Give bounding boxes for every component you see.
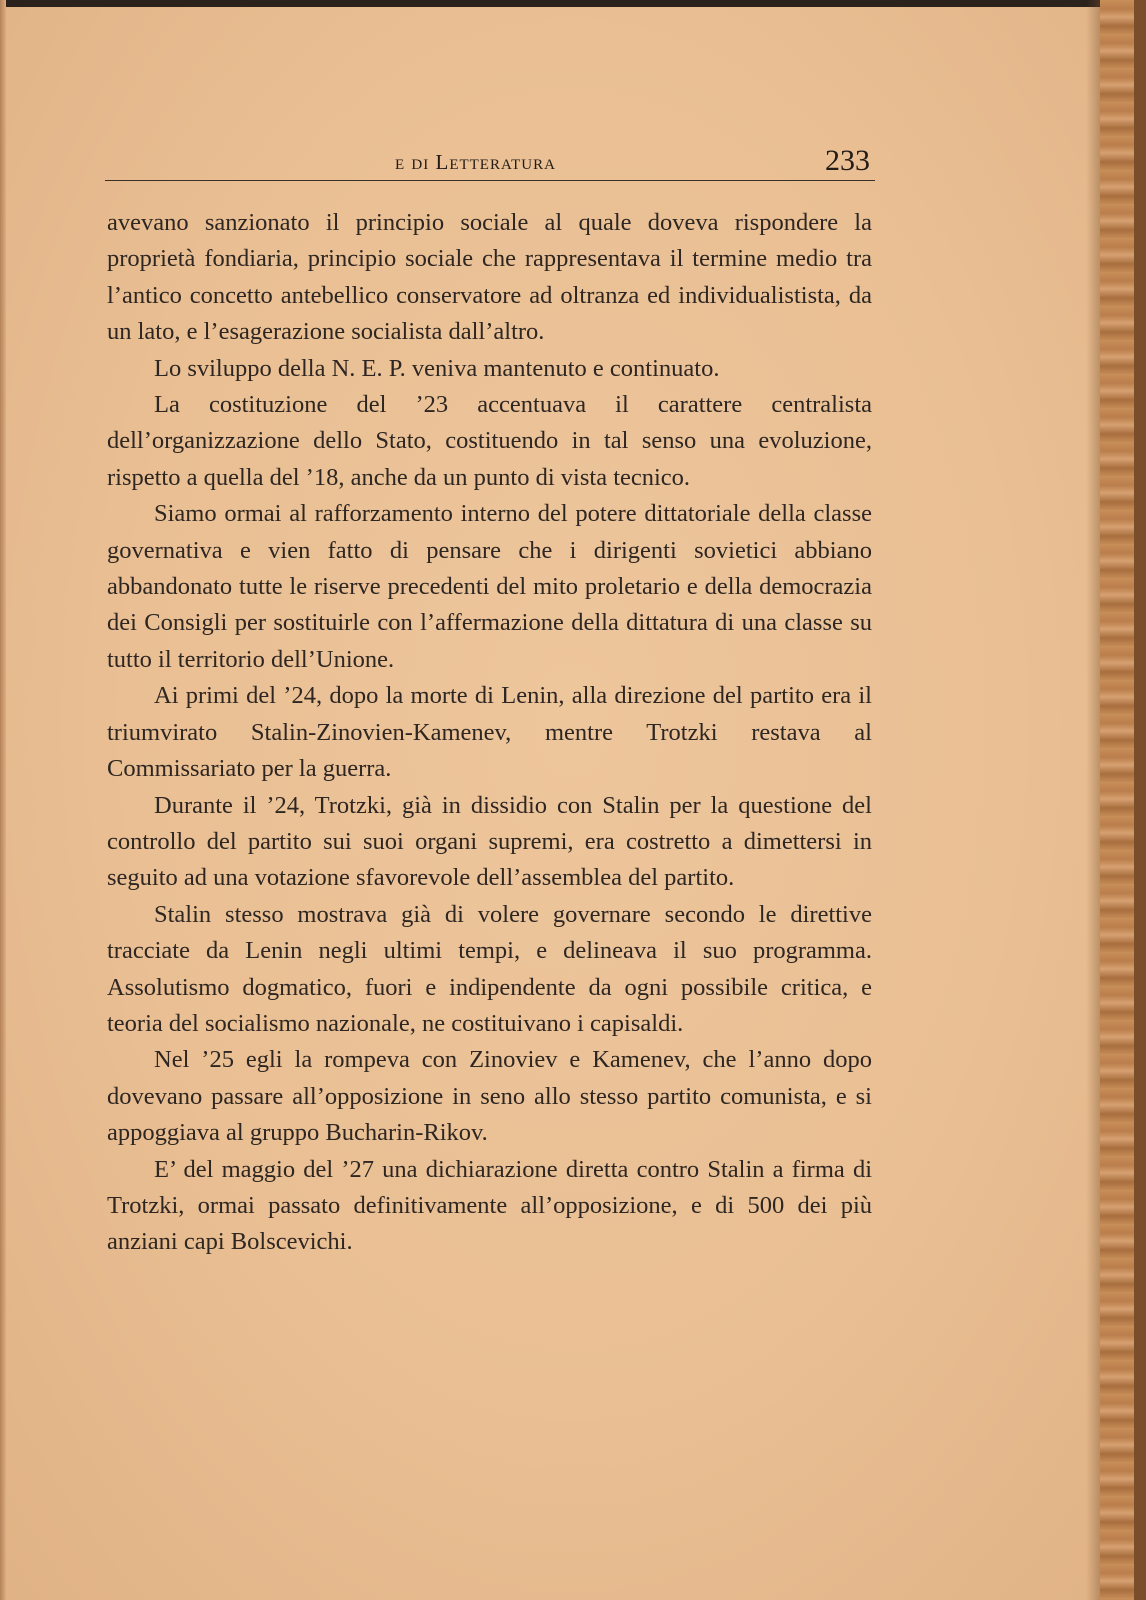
page-number: 233 [825,144,870,177]
header-rule [105,180,875,181]
running-title: e di Letteratura [395,150,556,174]
paragraph: Nel ’25 egli la rompeva con Zinoviev e Kamenev, che l’anno dopo dovevano passare all’opposizione in seno allo stesso partito comunista, e si appoggiava al gruppo Bucharin-Rikov. [107,1046,872,1147]
paragraph-continuation: avevano sanzionato il principio sociale al quale doveva rispondere la proprietà fondiaria, principio sociale che rappresentava il termine medio tra l’antico concetto antebellico conservatore ad oltranza ed individualistista, da un lato, e l’esagerazione socialista dall’altro. [107,209,872,346]
top-page-edge [0,0,1146,7]
paragraph: Durante il ’24, Trotzki, già in dissidio con Stalin per la questione del controllo del partito sui suoi organi supremi, era costretto a dimettersi in seguito ad una votazione sfavorevole dell’assemblea del partito. [107,791,872,892]
body-text [107,205,872,1261]
paragraph: La costituzione del ’23 accentuava il carattere centralista dell’organizzazione dello Stato, costituendo in tal senso una evoluzione, rispetto a quella del ’18, anche da un punto di vista tecnico. [107,391,872,491]
page-header [105,140,875,184]
paragraph: E’ del maggio del ’27 una dichiarazione diretta contro Stalin a firma di Trotzki, ormai passato definitivamente all’opposizione, e di 500 dei più anziani capi Bolscevichi. [107,1155,872,1256]
paragraph: Lo sviluppo della N. E. P. veniva mantenuto e continuato. [154,354,720,382]
left-page-edge [0,0,6,1600]
binding-edge [1134,0,1146,1600]
paragraph: Siamo ormai al rafforzamento interno del potere dittatoriale della classe governativa e vien fatto di pensare che i dirigenti sovietici abbiano abbandonato tutte le riserve precedenti del mito proletario e della democrazia dei Consigli per sostituirle con l’affermazione della dittatura di una classe su tutto il territorio dell’Unione. [107,500,872,673]
paragraph: Ai primi del ’24, dopo la morte di Lenin, alla direzione del partito era il triumvirato Stalin-Zinovien-Kamenev, mentre Trotzki restava al Commissariato per la guerra. [107,682,872,783]
paragraph: Stalin stesso mostrava già di volere governare secondo le direttive tracciate da Lenin negli ultimi tempi, e delineava il suo programma. Assolutismo dogmatico, fuori e indipendente da ogni possibile critica, e teoria del socialismo nazionale, ne costituivano i capisaldi. [107,900,872,1037]
